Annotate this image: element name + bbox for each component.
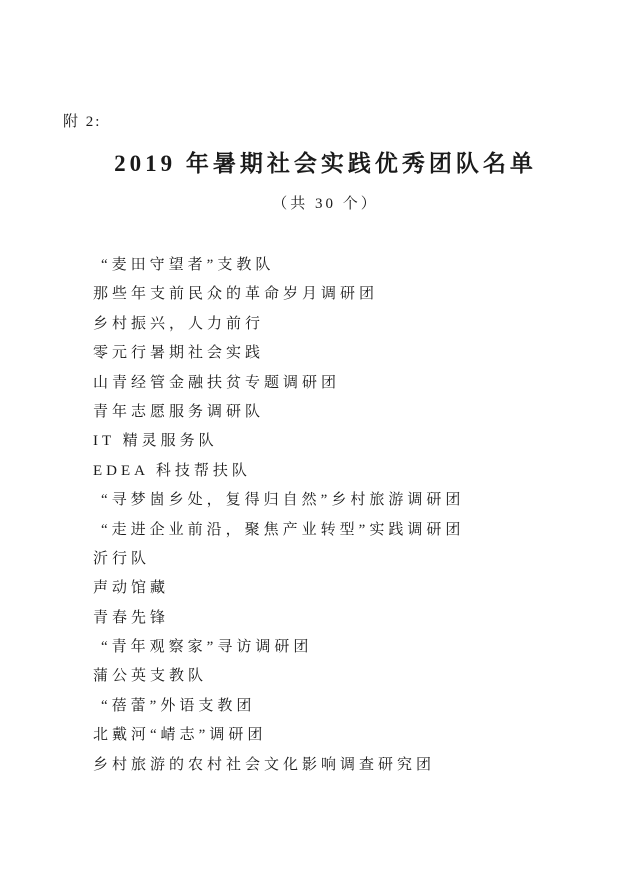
list-item: “蓓蕾”外语支教团 [101,697,256,714]
attachment-label: 附 2: [63,114,102,130]
list-item: EDEA 科技帮扶队 [93,462,251,479]
list-item: 蒲公英支教队 [93,668,208,685]
list-item: IT 精灵服务队 [93,433,218,450]
list-item: 乡村振兴，人力前行 [93,315,265,332]
list-item: 乡村旅游的农村社会文化影响调查研究团 [93,756,436,773]
list-item: “走进企业前沿，聚焦产业转型”实践调研团 [101,521,465,538]
list-item: 声动馆藏 [93,580,170,597]
list-item: 零元行暑期社会实践 [93,345,265,362]
team-count-subtitle: （共 30 个） [272,196,379,212]
team-list [93,251,621,780]
list-item: 山青经管金融扶贫专题调研团 [93,374,341,391]
list-item: “青年观察家”寻访调研团 [101,639,313,656]
page-title: 2019 年暑期社会实践优秀团队名单 [114,151,537,176]
list-item: “寻梦崮乡处，复得归自然”乡村旅游调研团 [101,492,465,509]
list-item: 青年志愿服务调研队 [93,403,265,420]
list-item: 沂行队 [93,550,151,567]
list-item: 北戴河“崝志”调研团 [93,727,267,744]
list-item: 青春先锋 [93,609,170,626]
list-item: “麦田守望者”支教队 [101,257,275,273]
list-item: 那些年支前民众的革命岁月调研团 [93,286,379,303]
